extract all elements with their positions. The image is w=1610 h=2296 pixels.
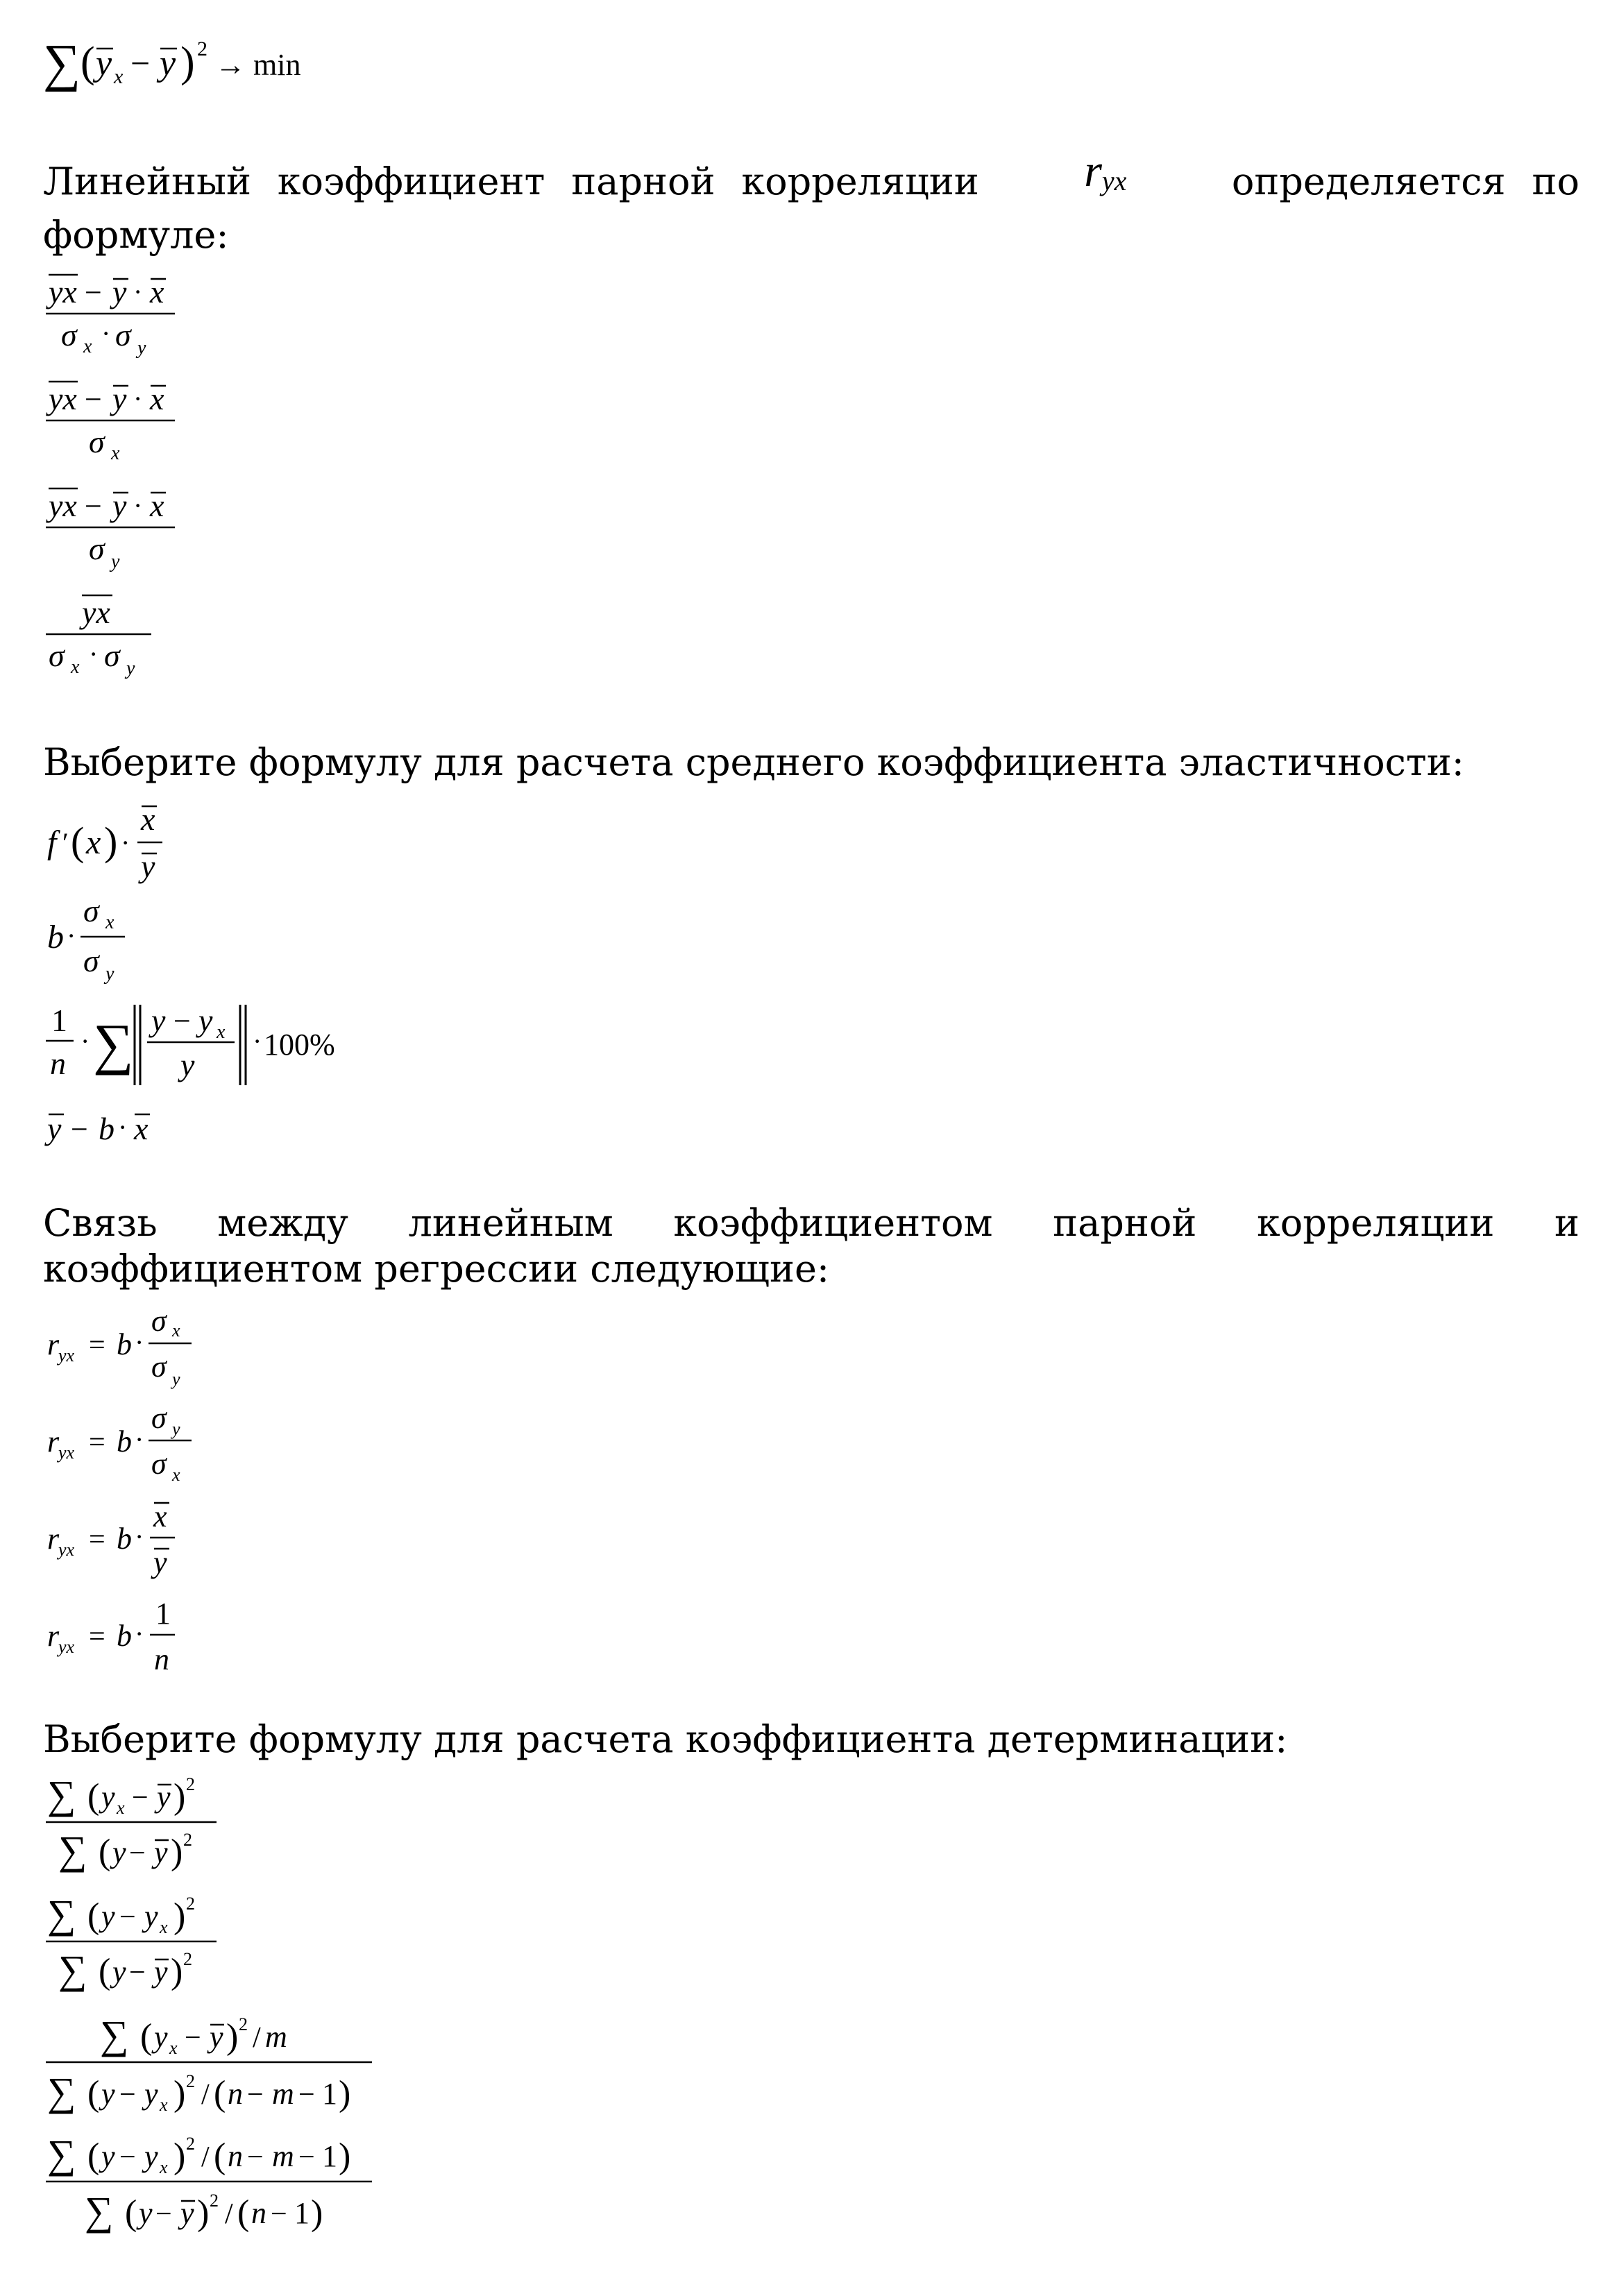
svg-text:·: · (135, 1327, 144, 1358)
question-1-text: Линейный коэффициент парной корреляции $r_{yx}$ определяется по формуле: (43, 146, 1579, 257)
svg-text:x: x (105, 912, 115, 933)
question-3-text: Связь между линейным коэффициентом парной корреляции и коэффициентом регрессии следующие: (43, 1201, 1579, 1291)
svg-text:σ: σ (83, 943, 99, 978)
svg-text:∑: ∑ (47, 1772, 76, 1817)
svg-text:y: y (154, 1955, 168, 1989)
svg-text:x: x (117, 1798, 125, 1818)
svg-text:y: y (96, 44, 112, 83)
svg-text:yx: yx (58, 1637, 75, 1657)
svg-text:∑: ∑ (100, 2012, 129, 2057)
svg-text:): ) (311, 2193, 323, 2233)
svg-text:2: 2 (186, 2071, 195, 2091)
q2-option-2-formula[interactable] (43, 890, 223, 987)
svg-text:f: f (47, 824, 57, 861)
svg-text:2: 2 (183, 1949, 192, 1969)
svg-text:·: · (67, 920, 76, 951)
svg-text:yx: yx (82, 595, 110, 630)
svg-text:(: ( (99, 1832, 111, 1872)
svg-text:σ: σ (115, 317, 131, 352)
svg-text:−: − (130, 44, 151, 83)
svg-text:·: · (135, 1521, 144, 1552)
svg-text:x: x (169, 2038, 178, 2058)
svg-text:y: y (154, 1835, 168, 1869)
svg-text:y: y (112, 1835, 126, 1869)
svg-text:m: m (272, 2139, 294, 2173)
svg-text:−: − (119, 2141, 136, 2173)
q1-option-2-formula[interactable] (43, 375, 210, 472)
svg-text:x: x (111, 443, 120, 464)
svg-text:yx: yx (49, 488, 77, 523)
svg-text:m: m (265, 2020, 287, 2054)
svg-text:=: = (89, 1329, 105, 1361)
q4-option-2-formula[interactable] (43, 1889, 251, 2000)
svg-text:y: y (172, 1419, 180, 1439)
svg-text:y: y (112, 274, 127, 309)
svg-text:1: 1 (322, 2077, 337, 2111)
svg-text:y: y (157, 1780, 171, 1814)
svg-text:x: x (114, 65, 124, 88)
svg-text:−: − (119, 2079, 136, 2111)
svg-text:σ: σ (89, 424, 105, 459)
svg-text:·: · (133, 276, 143, 307)
question-4-text: Выберите формулу для расчета коэффициента детерминации: (43, 1717, 1288, 1761)
svg-text:y: y (101, 2139, 115, 2173)
svg-text:): ) (339, 2074, 351, 2114)
svg-text:∑: ∑ (93, 1012, 134, 1075)
svg-text:n: n (228, 2139, 243, 2173)
svg-text:x: x (150, 488, 164, 523)
svg-text:−: − (129, 1837, 146, 1869)
svg-text:σ: σ (151, 1350, 167, 1384)
svg-text:yx: yx (58, 1345, 75, 1366)
svg-text:′: ′ (62, 827, 69, 858)
svg-text:y: y (144, 2139, 158, 2173)
svg-text:σ: σ (151, 1304, 167, 1338)
q2-option-4-formula[interactable] (43, 1100, 223, 1156)
q4-option-4-formula[interactable] (43, 2127, 404, 2245)
svg-text:−: − (247, 2141, 264, 2173)
svg-text:/: / (253, 2022, 261, 2054)
svg-text:n: n (154, 1642, 169, 1676)
svg-text:(: ( (140, 2017, 153, 2057)
svg-text:y: y (111, 551, 120, 572)
svg-text:(: ( (237, 2193, 250, 2233)
svg-text:x: x (217, 1021, 226, 1043)
formula-least-squares (43, 31, 334, 93)
svg-text:·: · (133, 383, 143, 414)
svg-text:σ: σ (89, 531, 105, 566)
svg-text:x: x (134, 1111, 149, 1146)
svg-text:x: x (172, 1465, 180, 1485)
svg-text:y: y (153, 1545, 167, 1579)
svg-text:(: ( (87, 2136, 100, 2176)
svg-text:r: r (47, 1327, 60, 1361)
svg-text:−: − (132, 1782, 149, 1814)
svg-text:(: ( (87, 2074, 100, 2114)
svg-text:y: y (137, 337, 146, 359)
svg-text:): ) (226, 2017, 239, 2057)
q3-option-3-formula[interactable] (43, 1496, 251, 1586)
svg-text:y: y (101, 1899, 115, 1933)
svg-text:∑: ∑ (47, 2132, 76, 2177)
svg-text:yx: yx (58, 1540, 75, 1560)
svg-text:·: · (135, 1424, 144, 1455)
svg-text:=: = (89, 1427, 105, 1459)
svg-text:σ: σ (104, 638, 120, 673)
q3-option-2-formula[interactable] (43, 1399, 251, 1489)
svg-text:yx: yx (49, 274, 77, 309)
svg-text:−: − (271, 2198, 287, 2230)
svg-text:σ: σ (151, 1447, 167, 1481)
svg-text:yx: yx (49, 381, 77, 416)
svg-text:·: · (101, 318, 111, 349)
svg-text:/: / (201, 2079, 210, 2111)
svg-text:x: x (153, 1499, 167, 1533)
svg-text:(: ( (214, 2074, 226, 2114)
svg-text:b: b (117, 1425, 132, 1459)
svg-text:·: · (135, 1618, 144, 1649)
svg-text:−: − (298, 2141, 315, 2173)
svg-text:/: / (225, 2198, 233, 2230)
svg-text:σ: σ (151, 1401, 167, 1435)
svg-text:=: = (89, 1524, 105, 1556)
svg-text:1: 1 (322, 2139, 337, 2173)
svg-text:−: − (247, 2079, 264, 2111)
svg-text:·: · (80, 1026, 90, 1057)
svg-text:1: 1 (155, 1597, 171, 1631)
svg-text:): ) (173, 1777, 186, 1817)
svg-text:y: y (172, 1369, 180, 1389)
svg-text:): ) (173, 1896, 186, 1936)
svg-text:2: 2 (239, 2014, 248, 2034)
svg-text:(: ( (125, 2193, 137, 2233)
svg-text:∑: ∑ (47, 1891, 76, 1937)
svg-text:b: b (117, 1619, 132, 1653)
svg-text:x: x (86, 824, 101, 861)
svg-text:σ: σ (61, 317, 77, 352)
svg-text:−: − (85, 489, 102, 523)
q2-option-3-formula[interactable] (43, 988, 404, 1099)
svg-text:∑: ∑ (58, 1947, 87, 1992)
svg-text:·: · (133, 490, 143, 521)
arrow-min-text: → min (215, 48, 301, 82)
svg-text:x: x (160, 1917, 168, 1937)
q3-option-1-formula[interactable] (43, 1302, 251, 1392)
svg-text:y: y (151, 1003, 166, 1038)
svg-text:(: ( (71, 819, 85, 864)
svg-text:2: 2 (183, 1830, 192, 1850)
svg-text:b: b (99, 1111, 115, 1146)
svg-text:−: − (71, 1112, 88, 1146)
q1-option-1-formula[interactable] (43, 268, 210, 365)
svg-text:2: 2 (186, 1894, 195, 1914)
svg-text:y: y (180, 2196, 194, 2230)
svg-text:2: 2 (186, 1774, 195, 1794)
svg-text:−: − (129, 1957, 146, 1989)
svg-text:−: − (155, 2198, 172, 2230)
svg-text:y: y (144, 2077, 158, 2111)
svg-text:∑: ∑ (43, 34, 81, 92)
svg-text:): ) (197, 2193, 210, 2233)
svg-text:∑: ∑ (58, 1828, 87, 1873)
svg-text:b: b (47, 919, 64, 955)
svg-text:·: · (253, 1026, 262, 1057)
svg-text:2: 2 (210, 2191, 219, 2211)
svg-text:σ: σ (83, 893, 99, 928)
svg-text:n: n (228, 2077, 243, 2111)
svg-text:): ) (173, 2136, 186, 2176)
svg-text:x: x (160, 2157, 168, 2177)
svg-text:∑: ∑ (47, 2069, 76, 2114)
q1-option-4-formula[interactable] (43, 588, 210, 686)
svg-text:y: y (210, 2020, 223, 2054)
q2-option-1-formula[interactable] (43, 798, 223, 888)
svg-text:): ) (339, 2136, 351, 2176)
svg-text:x: x (150, 274, 164, 309)
svg-text:y: y (112, 1955, 126, 1989)
svg-text:·: · (121, 827, 130, 858)
svg-text:·: · (118, 1112, 128, 1143)
svg-text:n: n (251, 2196, 266, 2230)
svg-text:∑: ∑ (85, 2188, 114, 2234)
svg-text:σ: σ (49, 638, 65, 673)
svg-text:y: y (144, 1899, 158, 1933)
svg-text:yx: yx (58, 1443, 75, 1463)
svg-text:y: y (126, 658, 135, 679)
r-yx-symbol: $r_{yx}$ (1084, 146, 1127, 196)
svg-text:x: x (160, 2095, 168, 2115)
svg-text:y: y (105, 963, 115, 985)
svg-text:2: 2 (186, 2134, 195, 2154)
svg-text:1: 1 (51, 1003, 67, 1038)
svg-text:2: 2 (197, 37, 207, 60)
svg-text:y: y (101, 1780, 115, 1814)
svg-text:(: ( (87, 1896, 100, 1936)
svg-text:/: / (201, 2141, 210, 2173)
svg-text:1: 1 (294, 2196, 310, 2230)
svg-text:n: n (50, 1046, 66, 1081)
svg-text:y: y (180, 1047, 195, 1082)
svg-text:y: y (198, 1003, 213, 1038)
svg-text:y: y (160, 44, 176, 83)
svg-text:): ) (171, 1832, 183, 1872)
percent-100-text: 100% (264, 1028, 335, 1062)
svg-text:): ) (180, 39, 195, 86)
q1-option-3-formula[interactable] (43, 482, 210, 579)
svg-text:y: y (154, 2020, 168, 2054)
svg-text:(: ( (80, 39, 95, 86)
svg-text:(: ( (214, 2136, 226, 2176)
svg-text:−: − (85, 275, 102, 309)
svg-text:x: x (141, 801, 155, 837)
svg-text:·: · (89, 638, 99, 670)
svg-text:y: y (112, 488, 127, 523)
svg-text:−: − (85, 382, 102, 416)
svg-text:=: = (89, 1621, 105, 1653)
svg-text:y: y (112, 381, 127, 416)
svg-text:y: y (47, 1111, 62, 1146)
svg-text:): ) (104, 819, 118, 864)
q3-option-4-formula[interactable] (43, 1593, 251, 1683)
svg-text:b: b (117, 1522, 132, 1556)
svg-text:): ) (173, 2074, 186, 2114)
svg-text:−: − (119, 1901, 136, 1933)
svg-text:−: − (185, 2022, 201, 2054)
svg-text:−: − (298, 2079, 315, 2111)
question-2-text: Выберите формулу для расчета среднего коэффициента эластичности: (43, 740, 1464, 784)
svg-text:r: r (47, 1425, 60, 1459)
svg-text:y: y (139, 2196, 153, 2230)
svg-text:y: y (141, 849, 155, 884)
q4-option-3-formula[interactable] (43, 2008, 404, 2126)
svg-text:−: − (173, 1004, 191, 1038)
svg-text:): ) (171, 1952, 183, 1991)
svg-text:r: r (47, 1619, 60, 1653)
svg-text:r: r (47, 1522, 60, 1556)
svg-text:x: x (71, 656, 80, 678)
svg-text:x: x (150, 381, 164, 416)
svg-text:x: x (172, 1320, 180, 1341)
svg-text:m: m (272, 2077, 294, 2111)
svg-text:x: x (83, 336, 92, 357)
q4-option-1-formula[interactable] (43, 1769, 251, 1880)
svg-text:(: ( (99, 1952, 111, 1991)
svg-text:(: ( (87, 1777, 100, 1817)
svg-text:b: b (117, 1327, 132, 1361)
svg-text:y: y (101, 2077, 115, 2111)
